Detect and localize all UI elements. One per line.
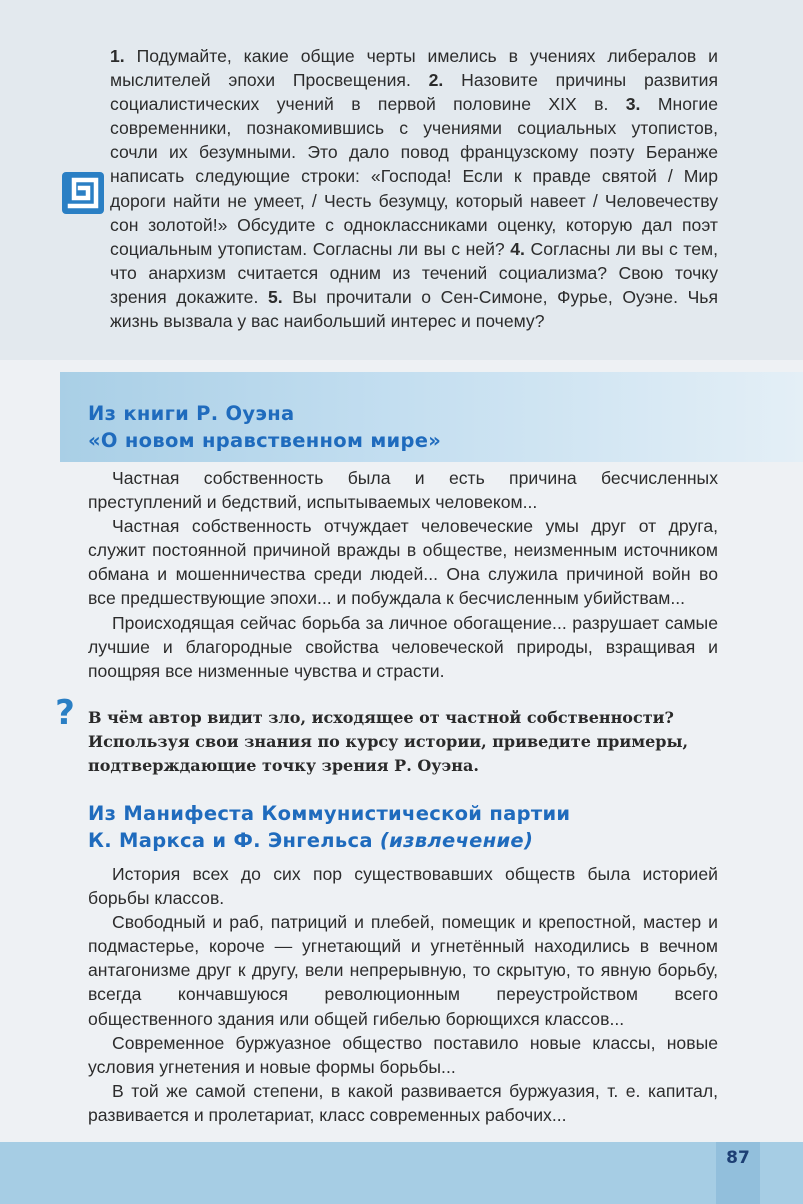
owen-question: В чём автор видит зло, исходящее от частной собственности? Используя свои знания по курсу истории, приведите примеры, подтверждающие точку зрения Р. Оуэна. — [88, 708, 689, 775]
page-number-box — [716, 1142, 760, 1204]
page-number: 87 — [726, 1148, 750, 1168]
manifesto-paragraph: Свободный и раб, патриций и плебей, помещик и крепостной, мастер и подмастерье, короче — угнетающий и угнетённый находились в вечном антагонизме друг к другу, вели непрерывную, то скрытую, то явную борьбу, всегда кончавшуюся революционным переустройством всего общественного здания или общей гибелью борющихся классов... — [88, 912, 718, 1029]
owen-paragraph: Частная собственность была и есть причина бесчисленных преступлений и бедствий, испытываемых человеком... — [88, 468, 718, 513]
manifesto-paragraph: В той же самой степени, в какой развивается буржуазия, т. е. капитал, развивается и пролетариат, класс современных рабочих... — [88, 1080, 718, 1125]
owen-excerpt — [88, 466, 718, 683]
owen-paragraph: Происходящая сейчас борьба за личное обогащение... разрушает самые лучшие и благородные свойства человеческой природы, взращивая и поощряя все низменные чувства и страсти. — [88, 612, 718, 681]
svg-text:?: ? — [55, 696, 75, 728]
manifesto-excerpt — [88, 862, 718, 1127]
manifesto-paragraph: Современное буржуазное общество поставило новые классы, новые условия угнетения и новые формы борьбы... — [88, 1032, 718, 1077]
manifesto-paragraph: История всех до сих пор существовавших обществ была историей борьбы классов. — [88, 864, 718, 909]
footer-band — [0, 1142, 803, 1204]
meander-icon — [62, 172, 104, 214]
question-mark-icon — [50, 696, 80, 728]
owen-paragraph: Частная собственность отчуждает человеческие умы друг от друга, служит постоянной причиной вражды в обществе, неизменным источником обмана и мошенничества среди людей... Она служила причиной войн во все предшествующие эпохи... и побуждала к бесчисленным убийствам... — [88, 516, 718, 609]
tasks-text: 1. Подумайте, какие общие черты имелись в учениях либералов и мыслителей эпохи Просвещения. 2. Назовите причины развития социалистических учений в первой половине XIX в. 3. Многие современники, познакомившись с учениями социальных утопистов, сочли их безумными. Это дало повод французскому поэту Беранже написать следующие строки: «Господа! Если к правде святой / Мир дороги найти не умеет, / Честь безумцу, который навеет / Человечеству сон золотой!» Обсудите с одноклассниками оценку, которую дал поэт социальным утопистам. Согласны ли вы с ней? 4. Согласны ли вы с тем, что анархизм считается одним из течений социализма? Свою точку зрения докажите. 5. Вы прочитали о Сен-Симоне, Фурье, Оуэне. Чья жизнь вызвала у вас наибольший интерес и почему? — [110, 46, 719, 332]
manifesto-heading: Из Манифеста Коммунистической партии К. Маркса и Ф. Энгельса (извлечение) — [88, 802, 571, 852]
owen-heading: Из книги Р. Оуэна «О новом нравственном мире» — [88, 402, 442, 452]
